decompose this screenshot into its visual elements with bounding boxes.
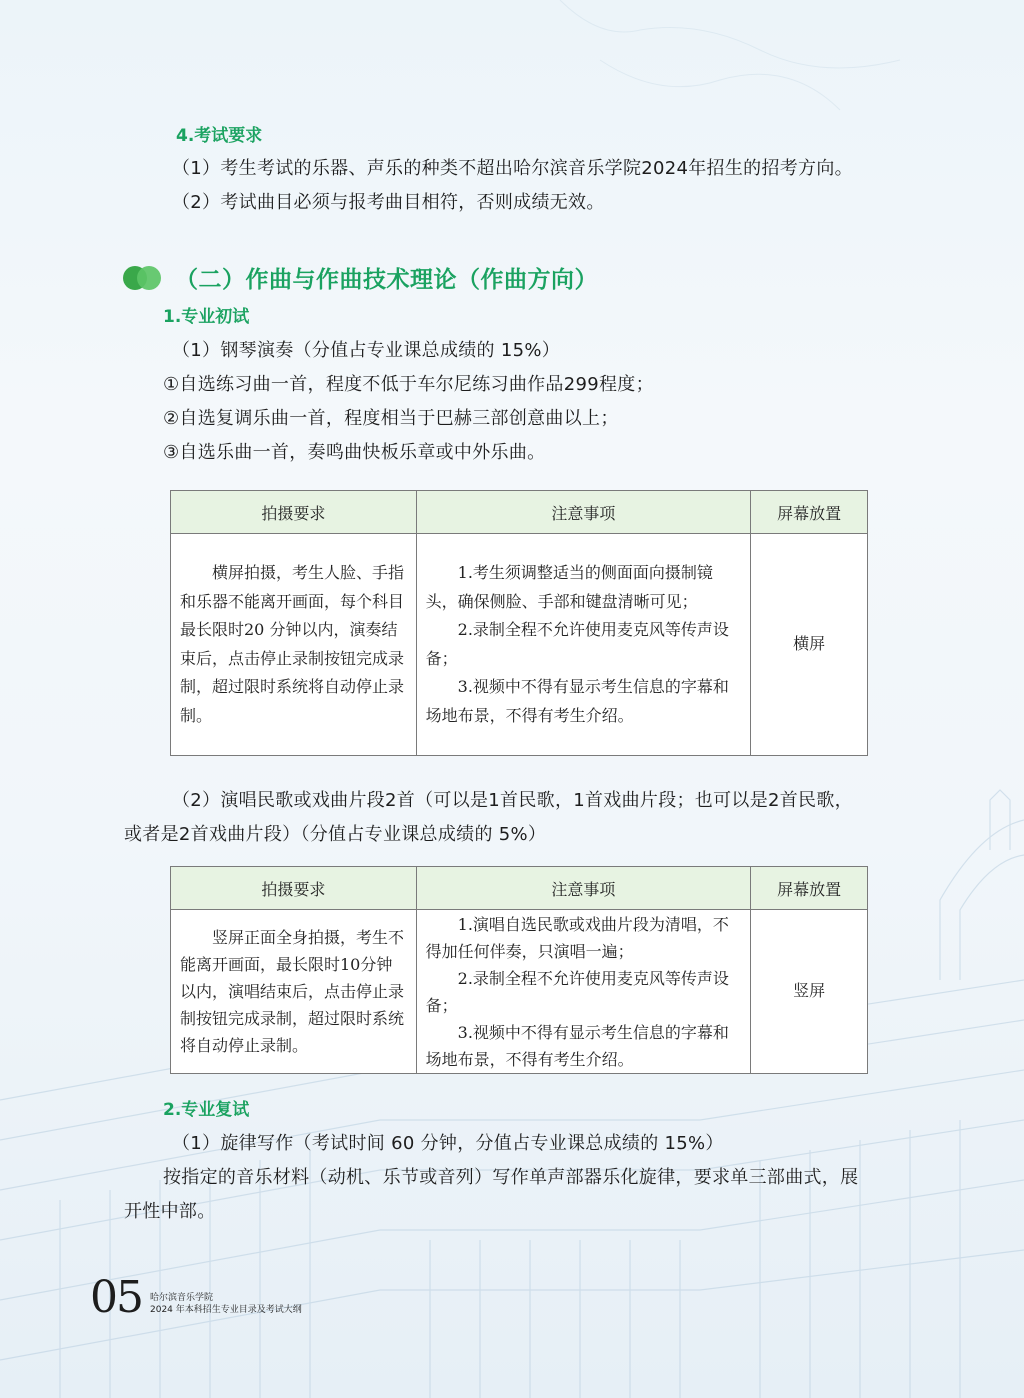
section-heading <box>123 260 598 294</box>
exam-requirements-heading: 4.考试要求 <box>176 126 263 146</box>
table-header-screen: 屏幕放置 <box>751 491 868 534</box>
prelim-heading: 1.专业初试 <box>163 307 250 327</box>
piano-recording-table <box>170 490 868 756</box>
table-header-shooting: 拍摄要求 <box>171 867 417 910</box>
note-item: 3.视频中不得有显示考生信息的字幕和场地布景，不得有考生介绍。 <box>425 1022 729 1069</box>
table-header-notes: 注意事项 <box>416 491 750 534</box>
piano-item: ③自选乐曲一首，奏鸣曲快板乐章或中外乐曲。 <box>163 442 546 463</box>
table-header-shooting: 拍摄要求 <box>171 491 417 534</box>
note-item: 3.视频中不得有显示考生信息的字幕和场地布景，不得有考生介绍。 <box>425 677 729 725</box>
note-item: 2.录制全程不允许使用麦克风等传声设备； <box>425 968 729 1015</box>
retest-heading: 2.专业复试 <box>163 1100 250 1120</box>
singing-title-line: 或者是2首戏曲片段）（分值占专业课总成绩的 5%） <box>124 824 547 845</box>
table-cell-shooting: 横屏拍摄，考生人脸、手指和乐器不能离开画面，每个科目最长限时20 分钟以内，演奏结束后，点击停止录制按钮完成录制，超过限时系统将自动停止录制。 <box>171 534 417 756</box>
melody-title: （1）旋律写作（考试时间 60 分钟，分值占专业课总成绩的 15%） <box>172 1133 724 1154</box>
section-bullet-icon <box>123 264 163 290</box>
table-header-screen: 屏幕放置 <box>751 867 868 910</box>
melody-description-line: 按指定的音乐材料（动机、乐节或音列）写作单声部器乐化旋律，要求单三部曲式，展 <box>163 1167 859 1188</box>
bullet-dot <box>137 266 161 290</box>
note-item: 2.录制全程不允许使用麦克风等传声设备； <box>425 620 729 668</box>
table-cell-screen: 横屏 <box>751 534 868 756</box>
table-header-notes: 注意事项 <box>416 867 750 910</box>
note-item: 1.考生须调整适当的侧面面向摄制镜头，确保侧脸、手部和键盘清晰可见； <box>425 563 713 611</box>
exam-requirement-item: （2）考试曲目必须与报考曲目相符，否则成绩无效。 <box>172 192 605 213</box>
table-cell-notes <box>416 534 750 756</box>
melody-description-line: 开性中部。 <box>124 1201 216 1222</box>
piano-title: （1）钢琴演奏（分值占专业课总成绩的 15%） <box>172 340 561 361</box>
piano-item: ②自选复调乐曲一首，程度相当于巴赫三部创意曲以上； <box>163 408 619 429</box>
note-item: 1.演唱自选民歌或戏曲片段为清唱，不得加任何伴奏，只演唱一遍； <box>425 914 729 961</box>
footer-text <box>150 1292 302 1316</box>
footer-school: 哈尔滨音乐学院 <box>150 1293 214 1303</box>
singing-title-line: （2）演唱民歌或戏曲片段2首（可以是1首民歌，1首戏曲片段；也可以是2首民歌， <box>172 790 853 811</box>
table-cell-shooting: 竖屏正面全身拍摄，考生不能离开画面，最长限时10分钟以内，演唱结束后，点击停止录制按钮完成录制，超过限时系统将自动停止录制。 <box>171 910 417 1074</box>
singing-recording-table <box>170 866 868 1074</box>
exam-requirement-item: （1）考生考试的乐器、声乐的种类不超出哈尔滨音乐学院2024年招生的招考方向。 <box>172 158 853 179</box>
table-cell-screen: 竖屏 <box>751 910 868 1074</box>
table-cell-notes <box>416 910 750 1074</box>
piano-item: ①自选练习曲一首，程度不低于车尔尼练习曲作品299程度； <box>163 374 654 395</box>
page-footer <box>90 1272 302 1323</box>
page-number: 05 <box>90 1272 142 1323</box>
footer-subtitle: 2024 年本科招生专业目录及考试大纲 <box>150 1305 302 1315</box>
section-title: （二）作曲与作曲技术理论（作曲方向） <box>175 266 598 293</box>
